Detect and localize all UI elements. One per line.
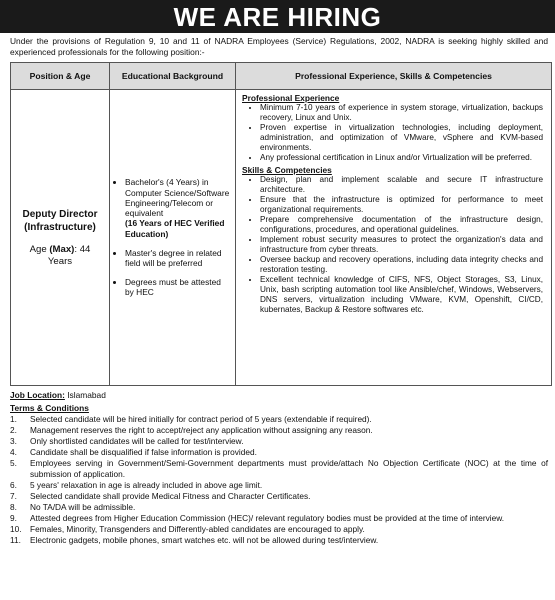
header-experience: Professional Experience, Skills & Competencies (236, 63, 552, 90)
age-unit: Years (47, 255, 73, 267)
experience-list (242, 103, 543, 163)
position-table (10, 62, 552, 386)
age-prefix: Age (29, 243, 47, 255)
list-item: 8. No TA/DA will be admissible. (10, 502, 136, 512)
position-title-line2: (Infrastructure) (24, 221, 96, 233)
list-item: 10. Females, Minority, Transgenders and Differently-abled candidates are encouraged to apply. (10, 524, 365, 534)
education-note: (16 Years of HEC Verified Education) (125, 218, 225, 239)
header-position-age: Position & Age (11, 63, 110, 90)
list-item: 7. Selected candidate shall provide Medical Fitness and Character Certificates. (10, 491, 311, 501)
list-item: 11. Electronic gadgets, mobile phones, smart watches etc. will not be allowed during test/interview. (10, 535, 379, 545)
terms-list (10, 414, 548, 546)
job-location-value: Islamabad (67, 390, 106, 400)
list-item: 3. Only shortlisted candidates will be called for test/interview. (10, 436, 244, 446)
job-location-label: Job Location: (10, 390, 65, 400)
table-header-row (11, 63, 552, 90)
job-location (10, 390, 106, 400)
position-title-line1: Deputy Director (22, 208, 98, 220)
list-item: 4. Candidate shall be disqualified if false information is provided. (10, 447, 257, 457)
education-cell (110, 90, 236, 386)
list-item: • Proven expertise in virtualization technologies, including deployment, administration, and optimization of VMware, vSphere and KVM-based environments. (260, 123, 543, 153)
list-item: • Oversee backup and recovery operations, including data integrity checks and restoration testing. (260, 255, 543, 275)
intro-paragraph: Under the provisions of Regulation 9, 10 and 11 of NADRA Employees (Service) Regulations, 2002, NADRA is seeking highly skilled and experienced professionals for the following position:- (10, 36, 548, 57)
list-item: 6. 5 years' relaxation in age is already included in above age limit. (10, 480, 263, 490)
education-item: • Master's degree in related field will be preferred (125, 248, 230, 268)
header-education: Educational Background (110, 63, 236, 90)
education-item: • Degrees must be attested by HEC (125, 277, 230, 297)
skills-list (242, 175, 543, 315)
list-item: • Implement robust security measures to protect the organization's data and infrastructure from cyber threats. (260, 235, 543, 255)
list-item: • Design, plan and implement scalable and secure IT infrastructure architecture. (260, 175, 543, 195)
skills-heading: Skills & Competencies (242, 165, 332, 176)
list-item: • Ensure that the infrastructure is optimized for performance to meet organizational requirements. (260, 195, 543, 215)
table-row (11, 90, 552, 386)
position-title (12, 208, 108, 234)
list-item: 9. Attested degrees from Higher Education Commission (HEC)/ relevant regulatory bodies must be provided at the time of interview. (10, 513, 505, 523)
list-item: • Minimum 7-10 years of experience in system storage, virtualization, backups recovery, Linux and Unix. (260, 103, 543, 123)
position-cell (11, 90, 110, 386)
age-max-label: (Max) (49, 243, 75, 255)
list-item: 2. Management reserves the right to accept/reject any application without assigning any reason. (10, 425, 373, 435)
list-item: 5. Employees serving in Government/Semi-Government departments must provide/attach No Objection Certificate (NOC) at the time of submission of application. (10, 458, 548, 479)
experience-cell (236, 90, 552, 386)
age-limit (12, 244, 108, 268)
age-value: : 44 (74, 243, 91, 255)
education-item: • Bachelor's (4 Years) in Computer Science/Software Engineering/Telecom or equivalent (16 Years of HEC Verified Education) (125, 177, 230, 238)
terms-heading: Terms & Conditions (10, 403, 89, 413)
experience-heading: Professional Experience (242, 93, 340, 103)
list-item: 1. Selected candidate will be hired initially for contract period of 5 years (extendable if required). (10, 414, 372, 424)
list-item: • Excellent technical knowledge of CIFS, NFS, Object Storages, S3, Linux, Unix, bash scripting automation tool like Ansible/chef, Windows, Webservers, DNS servers, virtualization including VMware, KVM, Openshift, CI/CD, kubernates, Backup & Restore softwares etc. (260, 275, 543, 315)
education-list (111, 177, 234, 297)
list-item: • Prepare comprehensive documentation of the infrastructure design, configurations, procedures, and operational guidelines. (260, 215, 543, 235)
list-item: • Any professional certification in Linux and/or Virtualization will be preferred. (260, 153, 543, 163)
hiring-banner: WE ARE HIRING (0, 0, 555, 33)
